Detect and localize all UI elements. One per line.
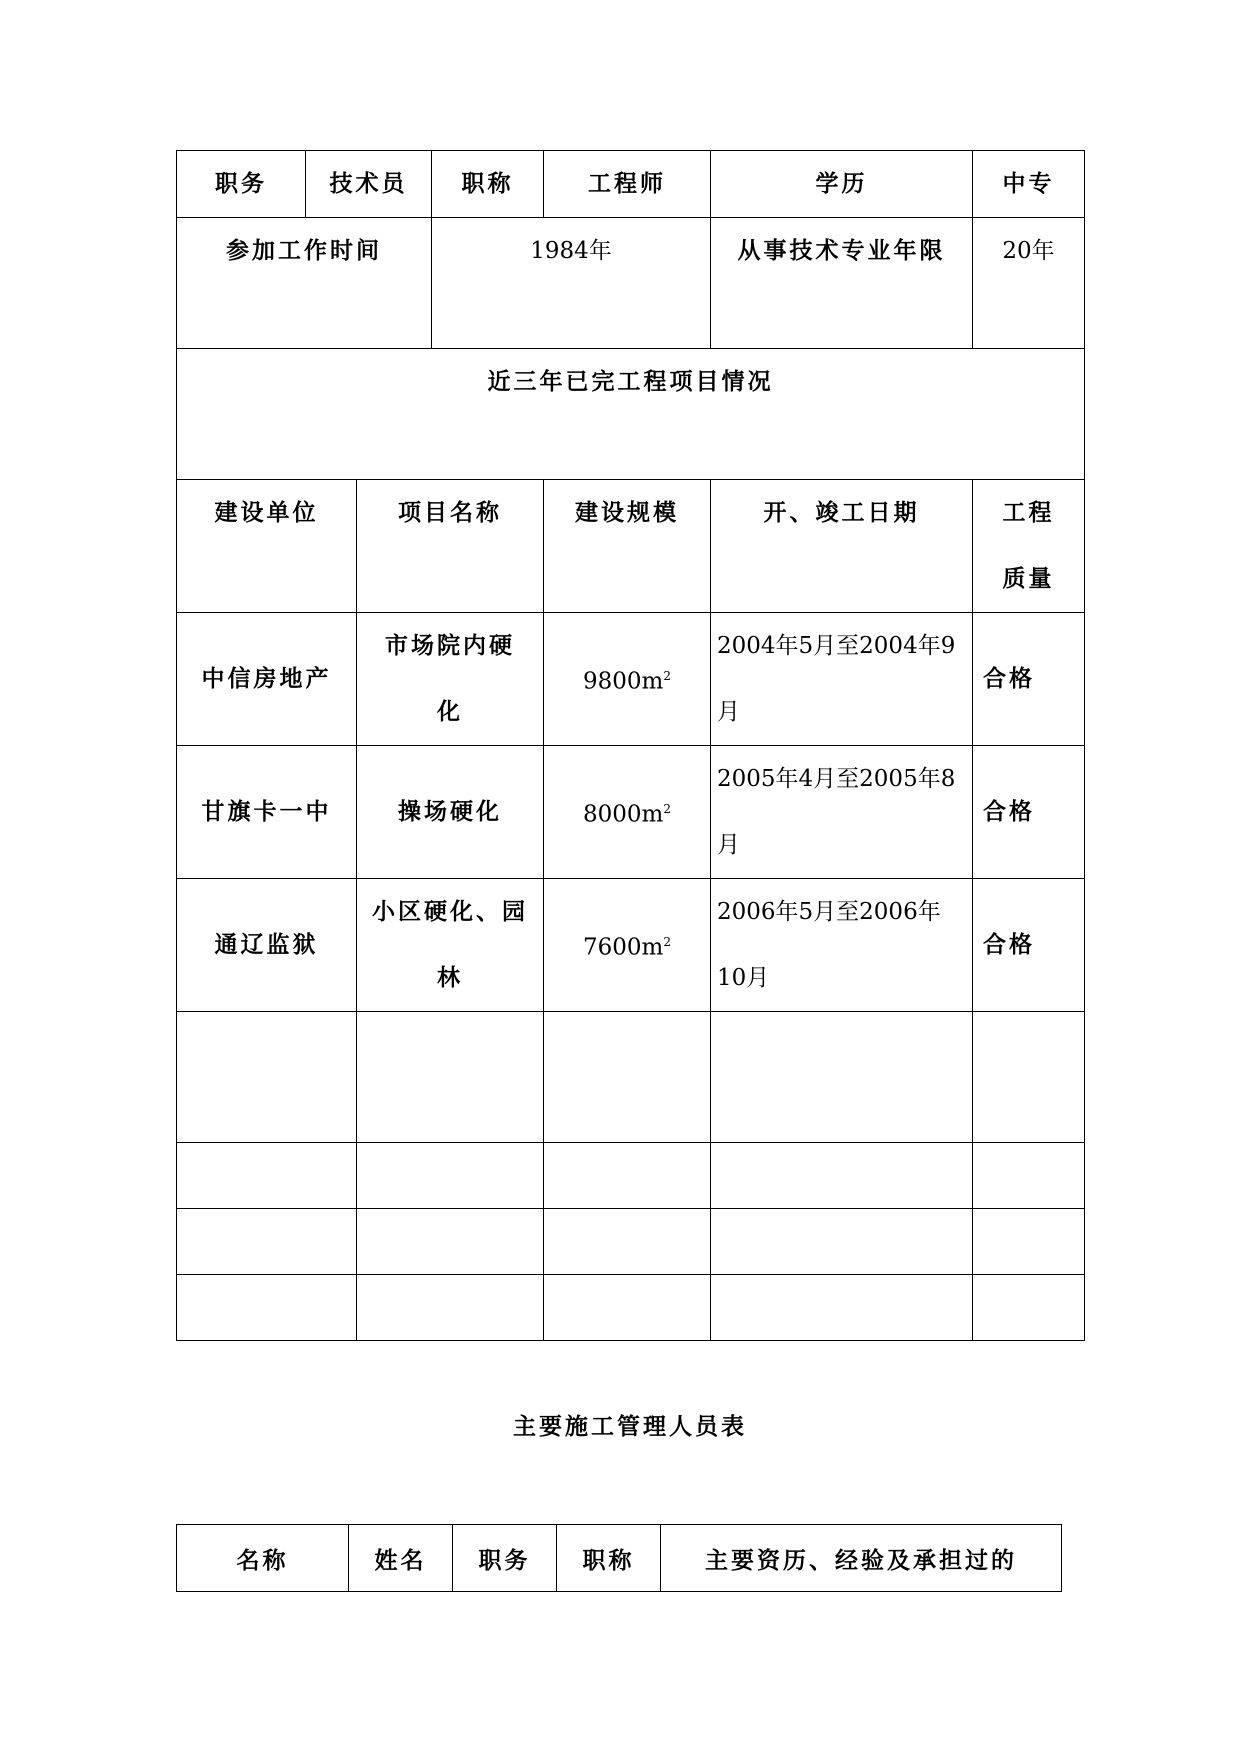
duty-label: 职务	[177, 151, 306, 218]
table-row: 中信房地产 市场院内硬化 $9800m^2$ 2004年5月至2004年9月 合格	[177, 613, 1085, 746]
table-row	[177, 1209, 1085, 1275]
staff-header-duty: 职务	[453, 1525, 557, 1592]
resume-table	[176, 150, 1085, 1341]
duty-value: 技术员	[306, 151, 432, 218]
table-row	[177, 1143, 1085, 1209]
start-value: 1984年	[432, 218, 711, 349]
table-row: 通辽监狱 小区硬化、园林 $7600m^2$ 2006年5月至2006年10月 合格	[177, 879, 1085, 1012]
edu-value: 中专	[973, 151, 1085, 218]
years-value: 20年	[973, 218, 1085, 349]
table-row	[177, 1275, 1085, 1341]
header-name: 项目名称	[357, 480, 544, 613]
projects-section-title: 近三年已完工程项目情况	[177, 349, 1085, 480]
table-row: 甘旗卡一中 操场硬化 $8000m^2$ 2005年4月至2005年8月 合格	[177, 746, 1085, 879]
staff-table-title: 主要施工管理人员表	[513, 1414, 747, 1440]
table-row	[177, 1012, 1085, 1143]
staff-header-title: 职称	[557, 1525, 661, 1592]
header-quality: 工程质量	[973, 480, 1085, 613]
staff-header-experience: 主要资历、经验及承担过的	[661, 1525, 1062, 1592]
staff-header-person: 姓名	[349, 1525, 453, 1592]
edu-label: 学历	[711, 151, 973, 218]
staff-table	[176, 1524, 1062, 1592]
title-label: 职称	[432, 151, 544, 218]
staff-header-name: 名称	[177, 1525, 349, 1592]
start-label: 参加工作时间	[177, 218, 432, 349]
header-scale: 建设规模	[544, 480, 711, 613]
header-unit: 建设单位	[177, 480, 357, 613]
title-value: 工程师	[544, 151, 711, 218]
header-dates: 开、竣工日期	[711, 480, 973, 613]
years-label: 从事技术专业年限	[711, 218, 973, 349]
